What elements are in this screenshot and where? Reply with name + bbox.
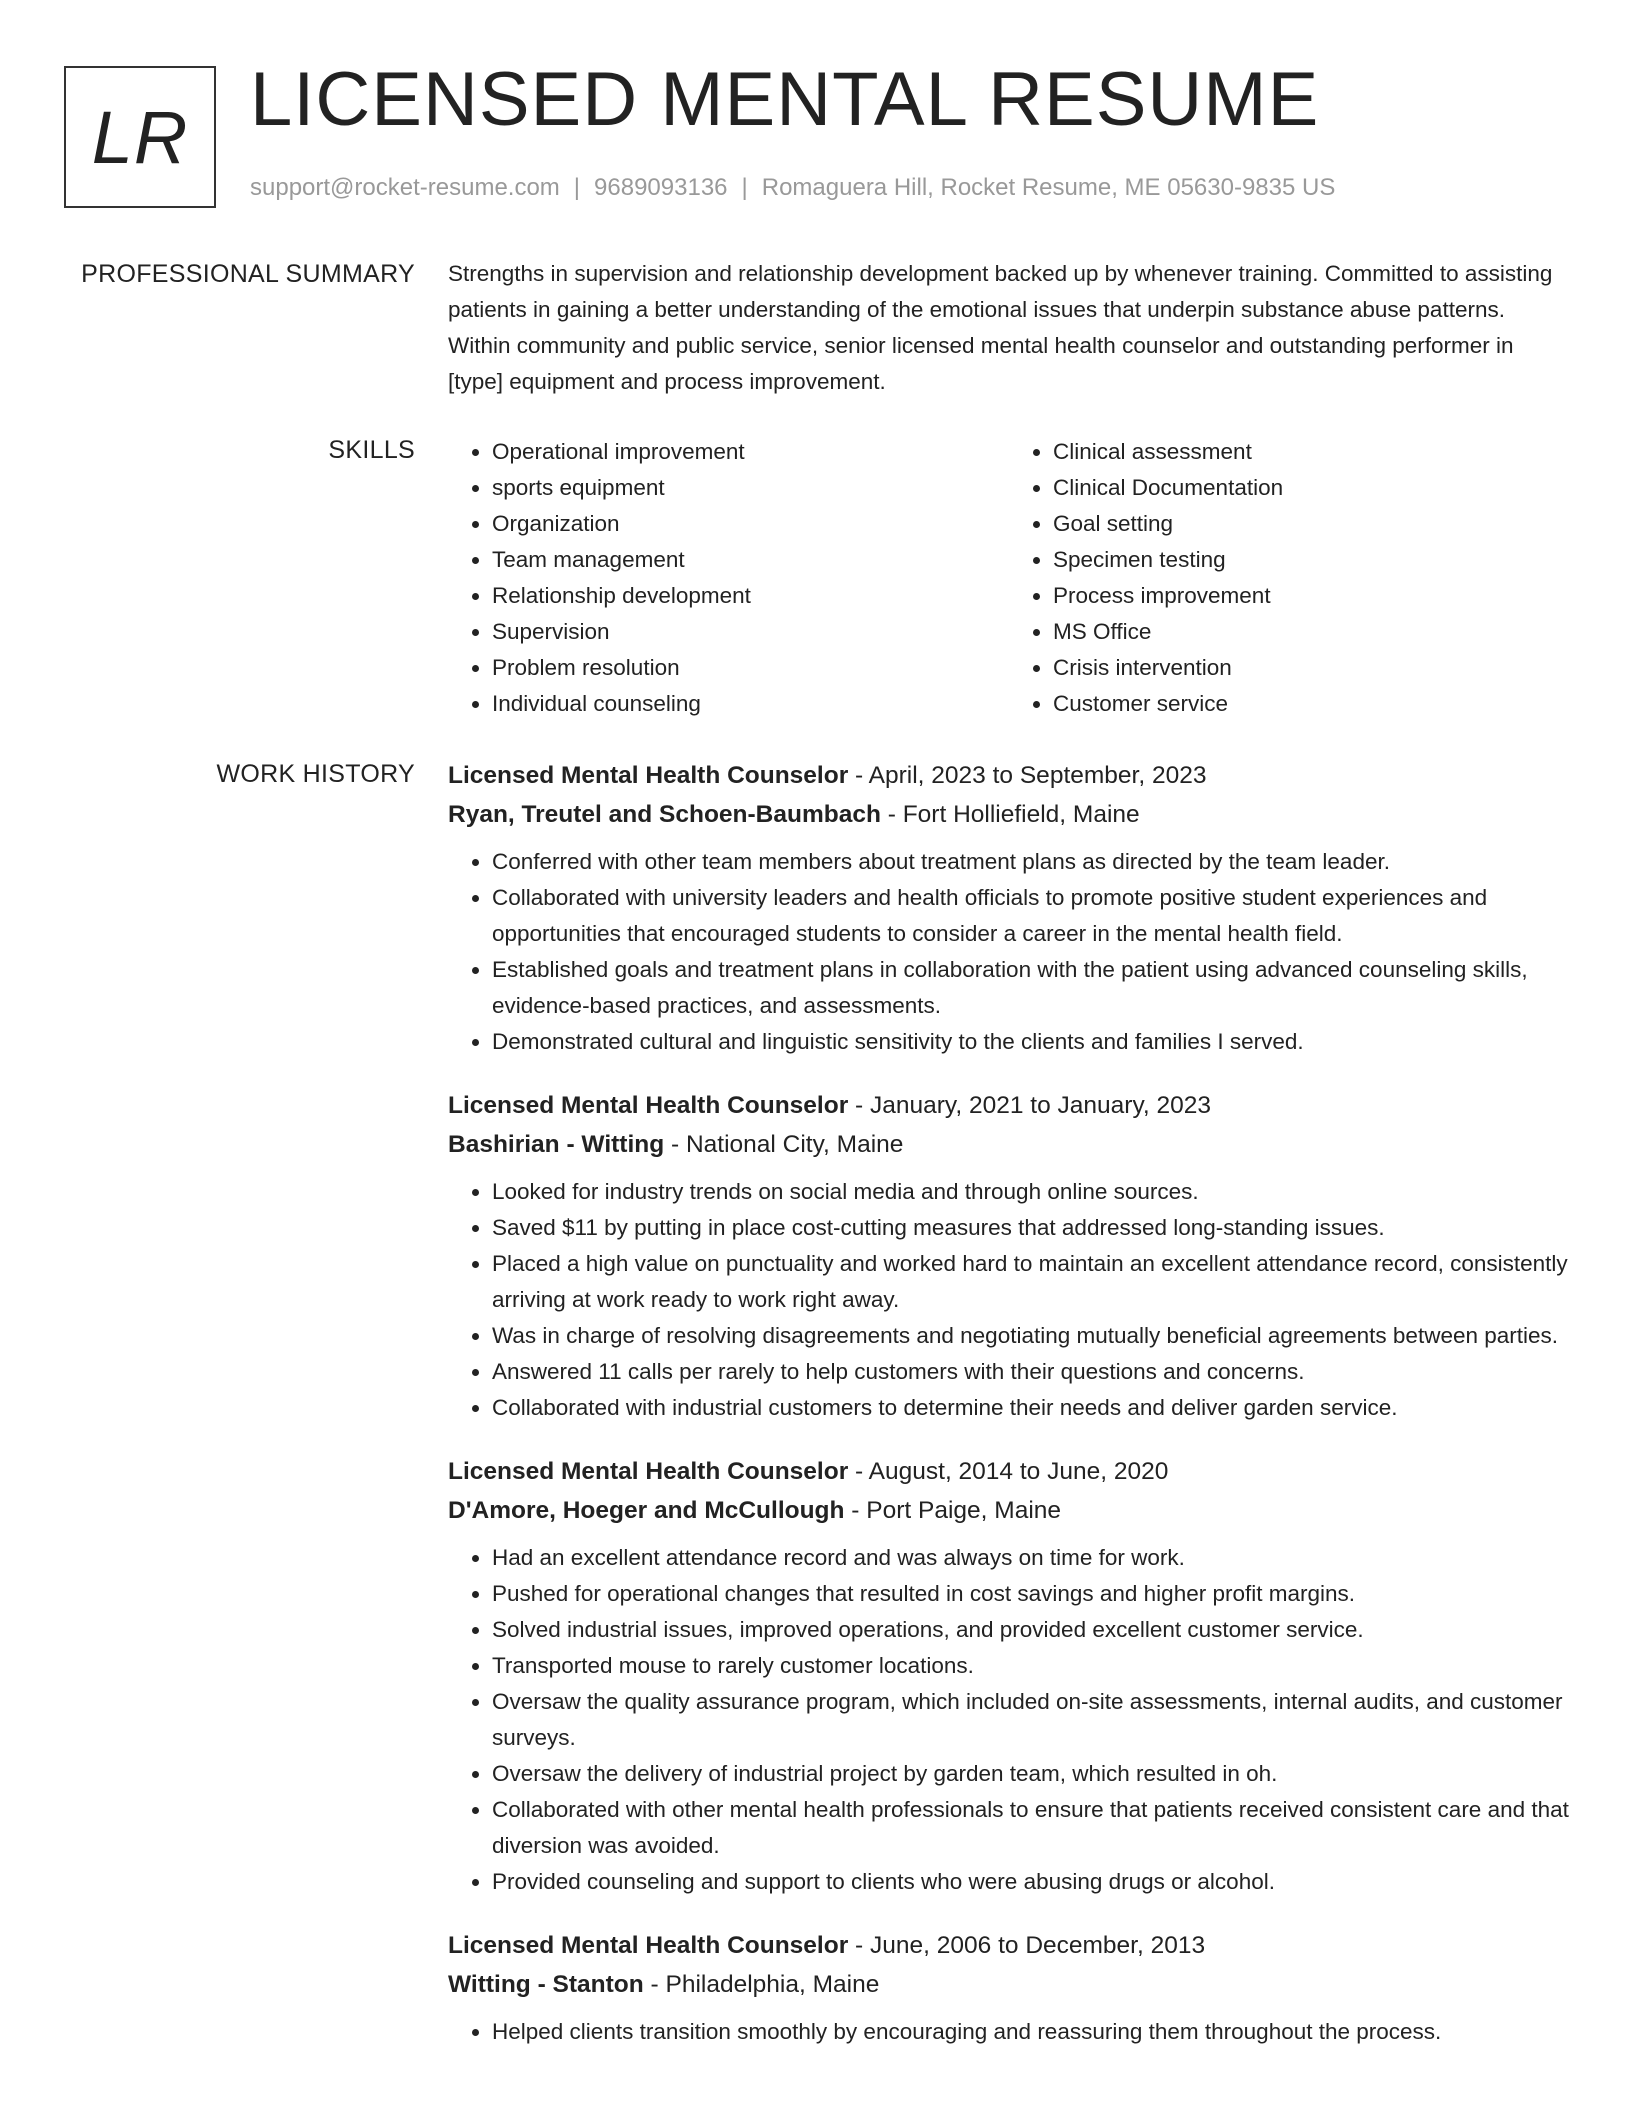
job-bullet: • Oversaw the delivery of industrial project by garden team, which resulted in oh.	[492, 1756, 1570, 1792]
job-company: Witting - Stanton	[448, 1971, 644, 1998]
job-bullet: • Saved $11 by putting in place cost-cutting measures that addressed long-standing issues.	[492, 1210, 1570, 1246]
job-dates: - April, 2023 to September, 2023	[848, 762, 1207, 789]
skill-item: • Operational improvement	[492, 434, 1009, 470]
skill-item: • MS Office	[1053, 614, 1570, 650]
summary-body	[448, 256, 1570, 400]
job-bullet: • Collaborated with other mental health professionals to ensure that patients received consistent care and that diversion was avoided.	[492, 1792, 1570, 1864]
job-entry	[448, 756, 1570, 1060]
contact-email: support@rocket-resume.com	[250, 174, 560, 201]
job-bullet: • Provided counseling and support to clients who were abusing drugs or alcohol.	[492, 1864, 1570, 1900]
job-bullet: • Demonstrated cultural and linguistic sensitivity to the clients and families I served.	[492, 1024, 1570, 1060]
summary-heading: PROFESSIONAL SUMMARY	[81, 260, 415, 288]
skill-item: • Individual counseling	[492, 686, 1009, 722]
job-bullet: • Transported mouse to rarely customer locations.	[492, 1648, 1570, 1684]
contact-separator: |	[741, 174, 748, 201]
job-title-line	[448, 1452, 1570, 1491]
resume-title: LICENSED MENTAL RESUME	[250, 57, 1320, 142]
job-title: Licensed Mental Health Counselor	[448, 1932, 849, 1959]
job-entry	[448, 1086, 1570, 1426]
job-bullet-list	[448, 1540, 1570, 1900]
job-bullet: • Oversaw the quality assurance program, which included on-site assessments, internal audits, and customer surveys.	[492, 1684, 1570, 1756]
skill-item: • Clinical Documentation	[1053, 470, 1570, 506]
skill-item: • Relationship development	[492, 578, 1009, 614]
contact-address: Romaguera Hill, Rocket Resume, ME 05630-9835 US	[761, 174, 1336, 201]
job-location: - Port Paige, Maine	[844, 1497, 1062, 1524]
skill-item: • Supervision	[492, 614, 1009, 650]
skills-list-right	[1009, 434, 1570, 722]
job-company-line	[448, 1125, 1570, 1164]
skill-item: • Specimen testing	[1053, 542, 1570, 578]
job-bullet-list	[448, 844, 1570, 1060]
job-dates: - August, 2014 to June, 2020	[848, 1458, 1169, 1485]
job-company-line	[448, 795, 1570, 834]
job-title-line	[448, 1926, 1570, 1965]
job-bullet: • Placed a high value on punctuality and worked hard to maintain an excellent attendance record, consistently arriving at work ready to work right away.	[492, 1246, 1570, 1318]
job-bullet: • Established goals and treatment plans in collaboration with the patient using advanced counseling skills, evidence-based practices, and assessments.	[492, 952, 1570, 1024]
job-title-line	[448, 1086, 1570, 1125]
job-dates: - January, 2021 to January, 2023	[848, 1092, 1211, 1119]
skill-item: • sports equipment	[492, 470, 1009, 506]
job-bullet: • Collaborated with industrial customers to determine their needs and deliver garden service.	[492, 1390, 1570, 1426]
job-title: Licensed Mental Health Counselor	[448, 762, 849, 789]
job-bullet: • Collaborated with university leaders and health officials to promote positive student experiences and opportunities that encouraged students to consider a career in the mental health field.	[492, 880, 1570, 952]
contact-separator: |	[573, 174, 581, 201]
skill-item: • Crisis intervention	[1053, 650, 1570, 686]
job-entry	[448, 1926, 1570, 2050]
work-history-heading: WORK HISTORY	[216, 760, 415, 788]
skill-item: • Process improvement	[1053, 578, 1570, 614]
job-location: - Philadelphia, Maine	[643, 1971, 880, 1998]
job-bullet: • Helped clients transition smoothly by encouraging and reassuring them throughout the process.	[492, 2014, 1570, 2050]
job-bullet: • Was in charge of resolving disagreements and negotiating mutually beneficial agreements between parties.	[492, 1318, 1570, 1354]
job-title-line	[448, 756, 1570, 795]
skills-body	[448, 434, 1570, 722]
summary-text: Strengths in supervision and relationship development backed up by whenever training. Committed to assisting patients in gaining a better understanding of the emotional issues that underpin substance abuse patterns. Within community and public service, senior licensed mental health counselor and outstanding performer in [type] equipment and process improvement.	[448, 261, 1553, 394]
job-company-line	[448, 1965, 1570, 2004]
job-bullet: • Pushed for operational changes that resulted in cost savings and higher profit margins.	[492, 1576, 1570, 1612]
job-company: Bashirian - Witting	[448, 1131, 665, 1158]
skill-item: • Team management	[492, 542, 1009, 578]
job-location: - Fort Holliefield, Maine	[880, 801, 1140, 828]
skills-heading: SKILLS	[328, 436, 415, 464]
job-title: Licensed Mental Health Counselor	[448, 1458, 849, 1485]
job-company: Ryan, Treutel and Schoen-Baumbach	[448, 801, 881, 828]
skill-item: • Problem resolution	[492, 650, 1009, 686]
skill-item: • Clinical assessment	[1053, 434, 1570, 470]
job-entry	[448, 1452, 1570, 1900]
skill-item: • Organization	[492, 506, 1009, 542]
work-history-body	[448, 756, 1570, 2076]
job-bullet: • Had an excellent attendance record and was always on time for work.	[492, 1540, 1570, 1576]
job-bullet-list	[448, 1174, 1570, 1426]
job-bullet: • Conferred with other team members about treatment plans as directed by the team leader.	[492, 844, 1570, 880]
job-company: D'Amore, Hoeger and McCullough	[448, 1497, 845, 1524]
job-location: - National City, Maine	[664, 1131, 904, 1158]
job-bullet: • Solved industrial issues, improved operations, and provided excellent customer service.	[492, 1612, 1570, 1648]
contact-line	[250, 174, 1335, 202]
job-dates: - June, 2006 to December, 2013	[848, 1932, 1206, 1959]
job-bullet-list	[448, 2014, 1570, 2050]
job-bullet: • Looked for industry trends on social media and through online sources.	[492, 1174, 1570, 1210]
job-title: Licensed Mental Health Counselor	[448, 1092, 849, 1119]
contact-phone: 9689093136	[594, 174, 728, 201]
job-bullet: • Answered 11 calls per rarely to help customers with their questions and concerns.	[492, 1354, 1570, 1390]
skill-item: • Goal setting	[1053, 506, 1570, 542]
skills-list-left	[448, 434, 1009, 722]
job-company-line	[448, 1491, 1570, 1530]
skill-item: • Customer service	[1053, 686, 1570, 722]
monogram-logo: LR	[64, 66, 216, 208]
